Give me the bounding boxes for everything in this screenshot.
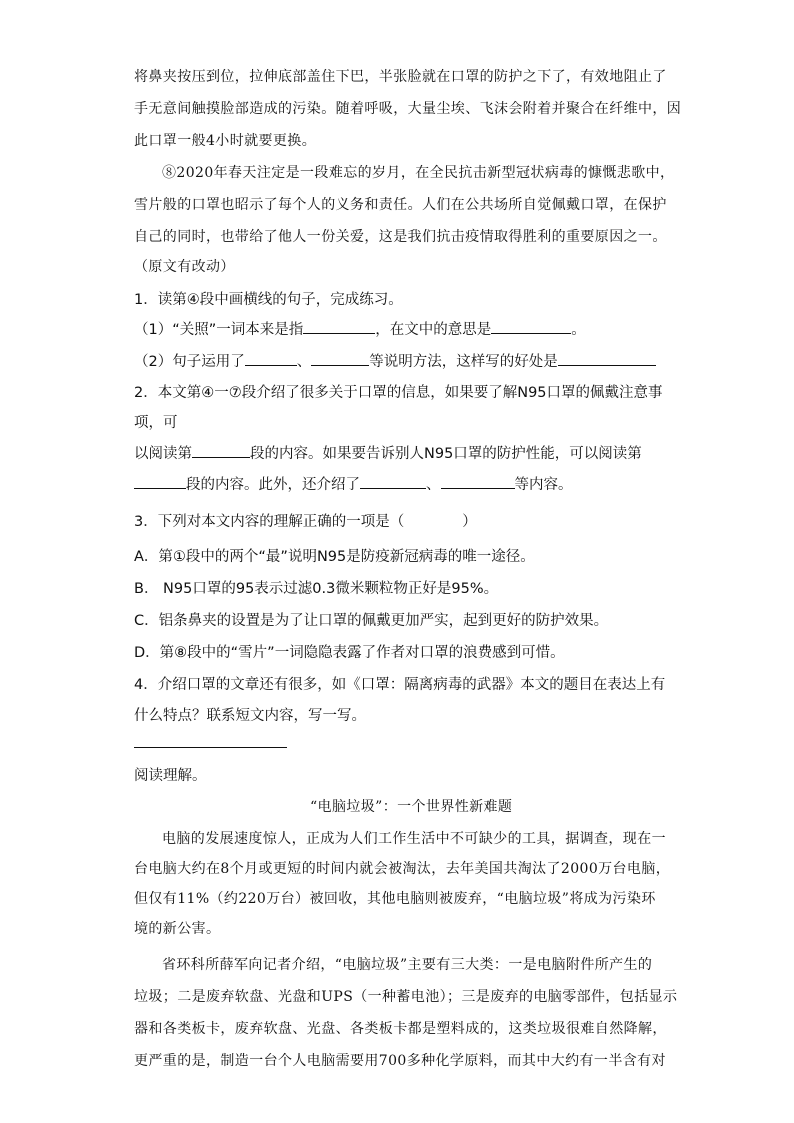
answer-blank[interactable] [303,319,375,334]
question-2: 2．本文第④一⑦段介绍了很多关于口罩的信息，如果要了解N95口罩的佩戴注意事 [134,385,663,401]
passage-line: 雪片般的口罩也昭示了每个人的义务和责任。人们在公共场所自觉佩戴口罩，在保护 [134,197,667,213]
answer-line[interactable] [134,747,287,748]
answer-blank[interactable] [192,443,250,458]
article-line: 省环科所薛军向记者介绍，“电脑垃圾”主要有三大类：一是电脑附件所产生的 [162,957,653,973]
answer-blank[interactable] [491,319,571,334]
option-a: A．第①段中的两个“最”说明N95是防疫新冠病毒的唯一途径。 [134,549,535,565]
question-4: 4．介绍口罩的文章还有很多，如《口罩：隔离病毒的武器》本文的题目在表达上有 [134,677,666,693]
question-2-cont: 项，可 [134,415,178,431]
answer-blank[interactable] [441,474,515,489]
question-1-1: （1）“关照”一词本来是指 ，在文中的意思是 。 [134,318,586,339]
article-line: 器和各类板卡，废弃软盘、光盘、各类板卡都是塑料成的，这类垃圾很难自然降解， [134,1021,667,1037]
passage-line: 自己的同时，也带给了他人一份关爱，这是我们抗击疫情取得胜利的重要原因之一。 [134,229,667,245]
question-1: 1．读第④段中画横线的句子，完成练习。 [134,292,403,308]
article-line: 境的新公害。 [134,921,221,937]
article-line: 电脑的发展速度惊人，正成为人们工作生活中不可缺少的工具，据调查，现在一 [162,831,666,847]
passage-line: 此口罩一般4小时就要更换。 [134,133,317,149]
answer-blank[interactable] [558,351,656,366]
question-2-line4: 段的内容。此外，还介绍了 、 等内容。 [134,473,573,494]
answer-blank[interactable] [311,351,369,366]
question-2-line3: 以阅读第 段的内容。如果要告诉别人N95口罩的防护性能，可以阅读第 [134,442,642,463]
article-line: 台电脑大约在8个月或更短的时间内就会被淘汰，去年美国共淘汰了2000万台电脑， [134,861,671,877]
article-line: 更严重的是，制造一台个人电脑需要用700多种化学原料，而其中大约有一半含有对 [134,1053,666,1069]
article-line: 但仅有11%（约220万台）被回收，其他电脑则被废弃，“电脑垃圾”将成为污染环 [134,891,656,907]
passage-line: 手无意间触摸脸部造成的污染。随着呼吸，大量尘埃、飞沫会附着并聚合在纤维中，因 [134,101,682,117]
answer-blank[interactable] [245,351,297,366]
question-4-cont: 什么特点？联系短文内容，写一写。 [134,708,366,724]
question-3: 3．下列对本文内容的理解正确的一项是（ ） [134,514,477,530]
option-b: B． N95口罩的95表示过滤0.3微米颗粒物正好是95%。 [134,581,499,597]
question-1-2: （2）句子运用了 、 等说明方法，这样写的好处是 [134,350,656,371]
source-note: （原文有改动） [134,259,235,275]
option-c: C．铝条鼻夹的设置是为了让口罩的佩戴更加严实，起到更好的防护效果。 [134,613,609,629]
passage-line: 将鼻夹按压到位，拉伸底部盖住下巴，半张脸就在口罩的防护之下了，有效地阻止了 [134,69,667,85]
article-line: 垃圾；二是废弃软盘、光盘和UPS（一种蓄电池）；三是废弃的电脑零部件，包括显示 [134,989,678,1005]
answer-blank[interactable] [134,474,186,489]
article-title: “电脑垃圾”：一个世界性新难题 [310,799,513,815]
answer-blank[interactable] [360,474,426,489]
option-d: D．第⑧段中的“雪片”一词隐隐表露了作者对口罩的浪费感到可惜。 [134,645,565,661]
section-heading: 阅读理解。 [134,768,207,784]
passage-line: ⑧2020年春天注定是一段难忘的岁月，在全民抗击新型冠状病毒的慷慨悲歌中， [162,165,675,181]
